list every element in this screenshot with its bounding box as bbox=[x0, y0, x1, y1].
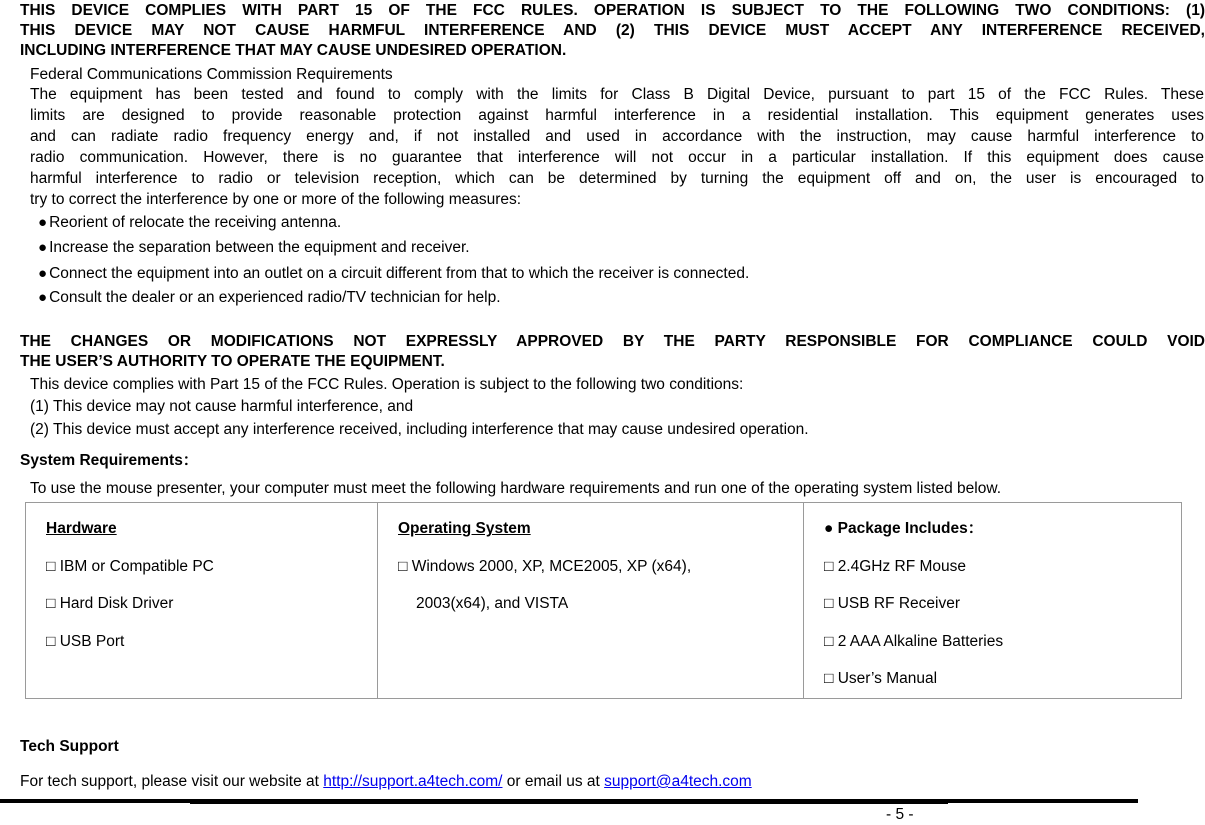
bullet-icon: ● bbox=[38, 289, 48, 306]
checkbox-icon: □ bbox=[46, 632, 56, 650]
changes-line-2: (1) This device may not cause harmful interference, and bbox=[30, 398, 414, 415]
fcc-paragraph-line-5: harmful interference to radio or television reception, which can be determined by turning the equipment off and on, the user is encouraged to bbox=[30, 170, 1204, 187]
changes-heading-line-1: THE CHANGES OR MODIFICATIONS NOT EXPRESSLY APPROVED BY THE PARTY RESPONSIBLE FOR COMPLIANCE COULD VOID bbox=[20, 333, 1205, 350]
fcc-bullet-item bbox=[38, 212, 341, 233]
page-number: - 5 - bbox=[886, 806, 914, 823]
tech-support-line: For tech support, please visit our website at http://support.a4tech.com/ or email us at support@a4tech.com bbox=[20, 773, 752, 790]
hardware-item: □ USB Port bbox=[46, 632, 125, 650]
fcc-heading-line-3: INCLUDING INTERFERENCE THAT MAY CAUSE UNDESIRED OPERATION. bbox=[20, 42, 567, 59]
fcc-subheading: Federal Communications Commission Requirements bbox=[30, 66, 393, 83]
tech-support-heading: Tech Support bbox=[20, 738, 119, 755]
fcc-bullet-text: Increase the separation between the equipment and receiver. bbox=[49, 239, 470, 256]
fcc-bullet-text: Connect the equipment into an outlet on a circuit different from that to which the receiver is connected. bbox=[49, 265, 750, 282]
fcc-bullet-text: Consult the dealer or an experienced radio/TV technician for help. bbox=[49, 289, 501, 306]
fcc-bullet-item bbox=[38, 287, 501, 308]
footer-rule-thin bbox=[190, 803, 948, 804]
system-requirements-intro: To use the mouse presenter, your computer must meet the following hardware requirements and run one of the operating system listed below. bbox=[30, 480, 1001, 497]
fcc-heading-line-1: THIS DEVICE COMPLIES WITH PART 15 OF THE FCC RULES. OPERATION IS SUBJECT TO THE FOLLOWING TWO CONDITIONS: (1) bbox=[20, 2, 1205, 19]
system-requirements-heading: System Requirements： bbox=[20, 452, 199, 469]
os-cell bbox=[378, 503, 804, 699]
checkbox-icon: □ bbox=[398, 557, 408, 575]
checkbox-icon: □ bbox=[824, 670, 834, 687]
hardware-title: Hardware bbox=[46, 520, 117, 537]
checkbox-icon: □ bbox=[46, 557, 56, 575]
fcc-paragraph-line-3: and can radiate radio frequency energy and, if not installed and used in accordance with the instruction, may cause harmful interference to bbox=[30, 128, 1204, 145]
os-line-2: 2003(x64), and VISTA bbox=[416, 595, 569, 612]
bullet-icon: ● bbox=[38, 265, 48, 282]
changes-heading-line-2: THE USER’S AUTHORITY TO OPERATE THE EQUIPMENT. bbox=[20, 353, 445, 370]
checkbox-icon: □ bbox=[824, 632, 834, 650]
checkbox-icon: □ bbox=[46, 595, 56, 612]
os-line-1: □ Windows 2000, XP, MCE2005, XP (x64), bbox=[398, 557, 692, 575]
hardware-item: □ IBM or Compatible PC bbox=[46, 557, 214, 575]
fcc-paragraph-line-2: limits are designed to provide reasonable protection against harmful interference in a residential installation. This equipment generates uses bbox=[30, 107, 1204, 124]
package-title: ● Package Includes： bbox=[824, 520, 984, 537]
hardware-item: □ Hard Disk Driver bbox=[46, 595, 174, 612]
package-item: □ 2.4GHz RF Mouse bbox=[824, 557, 967, 575]
bullet-icon: ● bbox=[38, 214, 48, 231]
fcc-paragraph-line-1: The equipment has been tested and found to comply with the limits for Class B Digital Device, pursuant to part 15 of the FCC Rules. These bbox=[30, 86, 1204, 103]
website-link[interactable]: http://support.a4tech.com/ bbox=[323, 773, 503, 790]
checkbox-icon: □ bbox=[824, 557, 834, 575]
package-item: □ USB RF Receiver bbox=[824, 595, 960, 612]
changes-line-3: (2) This device must accept any interference received, including interference that may cause undesired operation. bbox=[30, 421, 809, 438]
fcc-bullet-text: Reorient of relocate the receiving antenna. bbox=[49, 214, 342, 231]
hardware-cell bbox=[26, 503, 378, 699]
requirements-table bbox=[25, 502, 1182, 699]
package-cell bbox=[804, 503, 1182, 699]
os-title: Operating System bbox=[398, 520, 531, 537]
fcc-paragraph-line-6: try to correct the interference by one or more of the following measures: bbox=[30, 191, 522, 208]
bullet-icon: ● bbox=[38, 239, 48, 256]
fcc-bullet-item bbox=[38, 237, 470, 258]
fcc-heading-line-2: THIS DEVICE MAY NOT CAUSE HARMFUL INTERFERENCE AND (2) THIS DEVICE MUST ACCEPT ANY INTERFERENCE RECEIVED, bbox=[20, 22, 1205, 39]
email-link[interactable]: support@a4tech.com bbox=[604, 773, 752, 790]
package-item: □ 2 AAA Alkaline Batteries bbox=[824, 632, 1004, 650]
fcc-paragraph-line-4: radio communication. However, there is no guarantee that interference will not occur in a particular installation. If this equipment does cause bbox=[30, 149, 1204, 166]
checkbox-icon: □ bbox=[824, 595, 834, 612]
package-item: □ User’s Manual bbox=[824, 670, 938, 687]
fcc-bullet-item bbox=[38, 263, 749, 284]
changes-line-1: This device complies with Part 15 of the FCC Rules. Operation is subject to the following two conditions: bbox=[30, 376, 744, 393]
